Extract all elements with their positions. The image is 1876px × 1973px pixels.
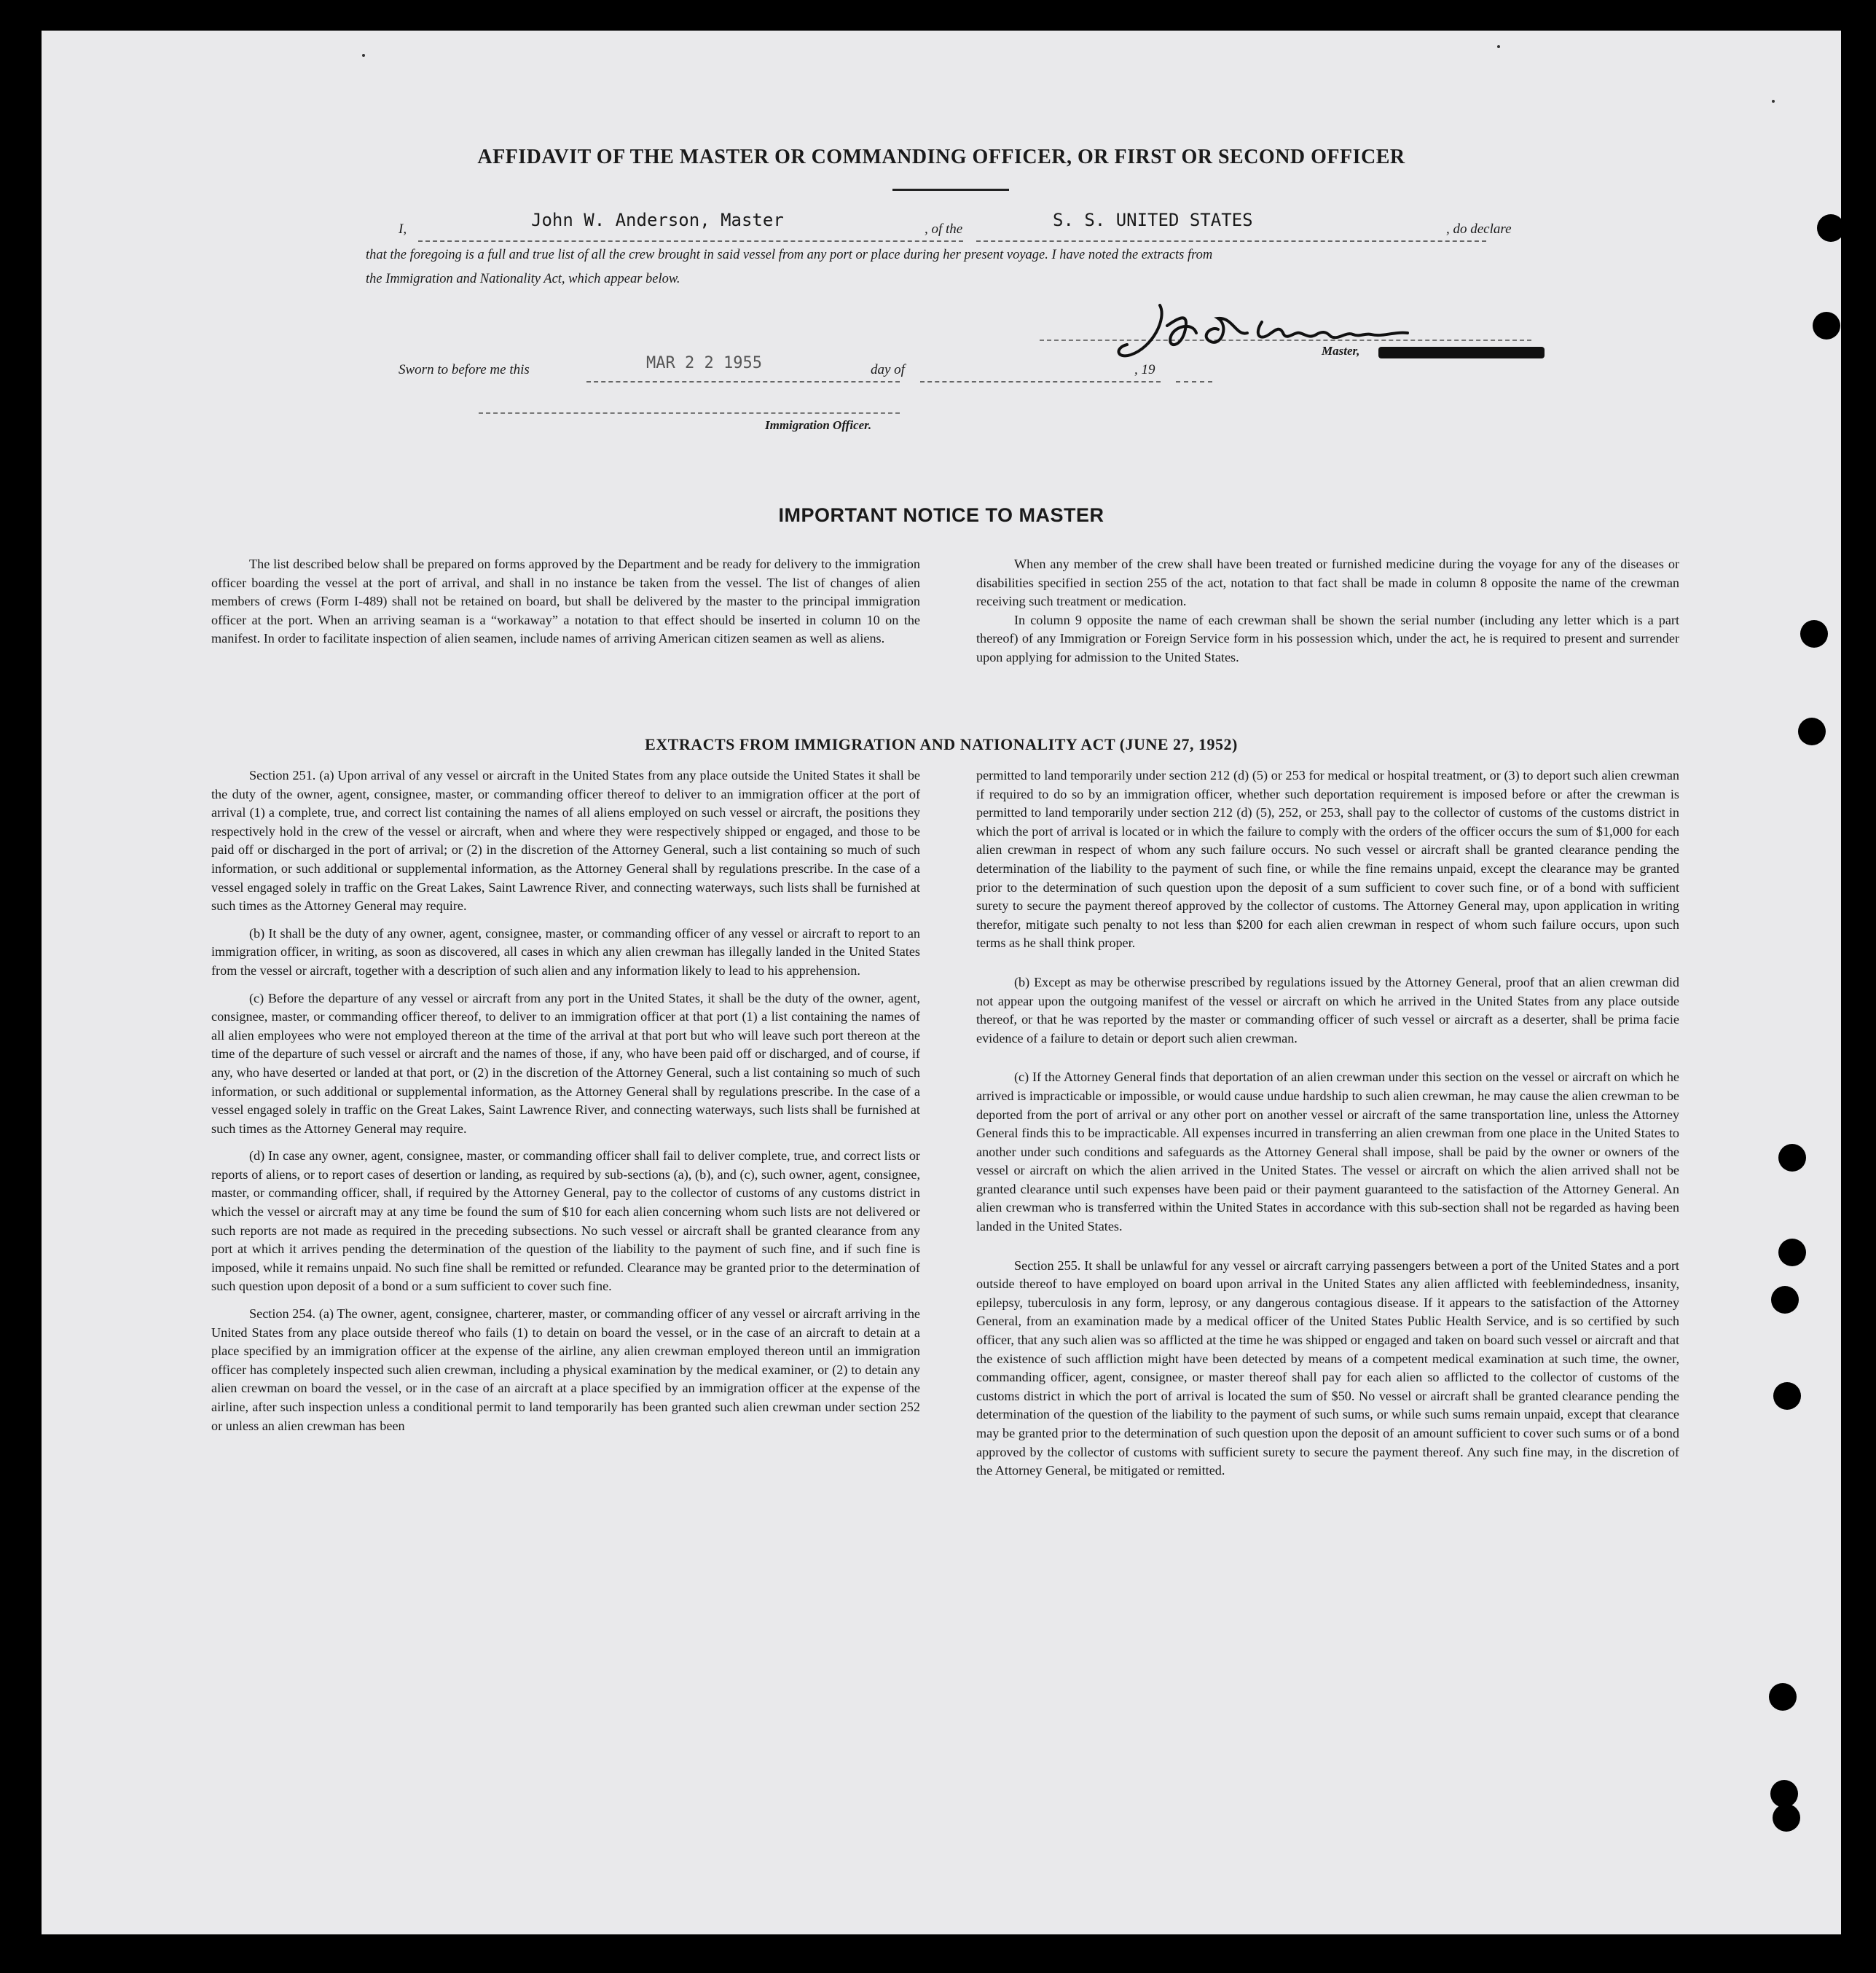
notice-title: IMPORTANT NOTICE TO MASTER (778, 504, 1104, 526)
do-declare-label: , do declare (1446, 221, 1512, 237)
section-251-b: (b) It shall be the duty of any owner, agent, consignee, master, or commanding officer of any vessel or aircraft to report to an immigration officer, in writing, as soon as discovered, all cases in which any alien crewman has illegally landed in the United States from the vessel or aircraft, together with a description of such alien and any information likely to lead to his apprehension. (211, 925, 920, 978)
section-254-a-continued: permitted to land temporarily under section 212 (d) (5) or 253 for medical or hospital treatment, or (3) to deport such alien crewman if required to do so by an immigration officer, whether such deportation requirement is imposed before or after the crewman is permitted to land temporarily under section 212 (d) (5), 252, or 253, shall pay to the collector of customs of the customs district in which the port of arrival is located or in which the failure to comply with the orders of the officer occurs the sum of $1,000 for each alien crewman in respect of whom any such failure occurs. No such vessel or aircraft shall be granted clearance pending the determination of the liability to the payment of such fine, or while the fine remains unpaid, except the clearance may be granted prior to the determination of such question upon the deposit of a sum sufficient to cover such fine, or of a bond with sufficient surety to secure the payment thereof approved by the collector of customs. The Attorney General may, upon application in writing therefor, mitigate such penalty to not less than $200 for each alien crewman in respect of whom such failure occurs, upon such terms as he shall think proper. (976, 768, 1679, 951)
title-rule (892, 189, 1009, 191)
extracts-left-column (211, 766, 920, 1444)
document-page (42, 31, 1841, 1934)
punch-hole (1773, 1804, 1800, 1832)
notice-left-column (211, 555, 920, 657)
notice-right-paragraph-1: When any member of the crew shall have been treated or furnished medicine during the voyage for any of the diseases or disabilities specified in section 255 of the act, notation to that fact shall be made in column 8 opposite the name of the crewman receiving such treatment or medication. (976, 557, 1679, 609)
affidavit-title: AFFIDAVIT OF THE MASTER OR COMMANDING OFFICER, OR FIRST OR SECOND OFFICER (477, 146, 1405, 168)
speck (362, 54, 365, 57)
punch-hole (1769, 1683, 1797, 1711)
punch-hole (1778, 1144, 1806, 1172)
punch-hole (1773, 1382, 1801, 1410)
punch-hole (1800, 620, 1828, 648)
vessel-name: S. S. UNITED STATES (1053, 210, 1253, 230)
year-label: , 19 (1134, 362, 1155, 377)
section-254-b: (b) Except as may be otherwise prescribed by regulations issued by the Attorney General, proof that an alien crewman did not appear upon the outgoing manifest of the vessel or aircraft on which he arrived in the United States from any place outside thereof, or that he was reported by the master or commanding officer of such vessel or aircraft as a deserter, shall be prima facie evidence of a failure to detain or deport such alien crewman. (976, 974, 1679, 1046)
punch-hole (1778, 1239, 1806, 1266)
section-251-a: Section 251. (a) Upon arrival of any vessel or aircraft in the United States from any place outside the United States it shall be the duty of the owner, agent, consignee, master, or commanding officer thereof to deliver to an immigration officer at the port of arrival (1) a complete, true, and correct list containing the names of all aliens employed on such vessel or aircraft, the positions they respectively hold in the crew of the vessel or aircraft, when and where they were respectively shipped or engaged, and those to be paid off or discharged in the port of arrival; or (2) in the discretion of the Attorney General, such a list containing so much of such information, or such additional or supplemental information, as the Attorney General shall by regulations prescribe. In the case of a vessel engaged solely in traffic on the Great Lakes, Saint Lawrence River, and connecting waterways, such lists shall be furnished at such times as the Attorney General may require. (211, 768, 920, 914)
speck (1497, 45, 1500, 48)
year-field (1176, 362, 1212, 383)
declaration-line-2: the Immigration and Nationality Act, which appear below. (366, 272, 680, 286)
month-field (920, 362, 1161, 383)
declaration-line-1: that the foregoing is a full and true list of all the crew brought in said vessel from any port or place during her present voyage. I have noted the extracts from (366, 248, 1213, 262)
punch-hole (1813, 312, 1840, 340)
extracts-right-column (976, 766, 1679, 1489)
master-label: Master, (1322, 344, 1360, 358)
extracts-title: EXTRACTS FROM IMMIGRATION AND NATIONALITY ACT (JUNE 27, 1952) (645, 735, 1238, 753)
sworn-date-stamp: MAR 2 2 1955 (646, 354, 762, 372)
punch-hole (1798, 718, 1826, 745)
section-255: Section 255. It shall be unlawful for any vessel or aircraft carrying passengers between a port of the United States and a port outside thereof to have employed on board upon arrival in the United States any alien afflicted with feeblemindedness, insanity, epilepsy, tuberculosis in any form, leprosy, or any dangerous contagious disease. If it appears to the satisfaction of the Attorney General, from an examination made by a medical officer of the United States Public Health Service, and is so certified by such officer, that any such alien was so afflicted at the time he was shipped or engaged and taken on board such vessel or aircraft and that the existence of such affliction might have been detected by means of a competent medical examination at such time, the owner, commanding officer, agent, consignee, or master thereof shall pay for each alien so afflicted to the collector of customs of the customs district in which the port of arrival is located the sum of $50. No vessel or aircraft shall be granted clearance pending the determination of the question of the liability to the payment of such sums, or while such sums remain unpaid, except that clearance may be granted prior to the determination of such question upon the deposit of an amount sufficient to cover such sums or of a bond approved by the collector of customs with sufficient surety to secure the payment thereof. Any such fine may, in the discretion of the Attorney General, be mitigated or remitted. (976, 1258, 1679, 1478)
notice-right-paragraph-2: In column 9 opposite the name of each crewman shall be shown the serial number (including any letter which is a part thereof) of any Immigration or Foreign Service form in his possession which, under the act, he is required to present and surrender upon applying for admission to the United States. (976, 612, 1679, 664)
i-label: I, (399, 221, 407, 237)
immigration-officer-label: Immigration Officer. (765, 418, 872, 432)
notice-right-column (976, 555, 1679, 676)
sworn-label: Sworn to before me this (399, 362, 530, 377)
speck (1772, 100, 1775, 103)
section-251-c: (c) Before the departure of any vessel or aircraft from any port in the United States, it shall be the duty of the owner, agent, consignee, master, or commanding officer thereof, to deliver to an immigration officer at that port (1) a list containing the names of all alien employees who were not employed thereon at the time of the arrival at that port but who will leave such port thereon at the time of the departure of such vessel or aircraft and the names of those, if any, who have been paid off or discharged, and of course, if any, who have deserted or landed at that port, or (2) in the discretion of the Attorney General, such a list containing so much of such information, or such additional or supplemental information, as the Attorney General shall by regulations prescribe. In the case of a vessel engaged solely in traffic on the Great Lakes, Saint Lawrence River, and connecting waterways, such lists shall be furnished at such times as the Attorney General may require. (211, 990, 920, 1136)
section-254-c: (c) If the Attorney General finds that deportation of an alien crewman under this section on the vessel or aircraft on which he arrived is impracticable or impossible, or would cause undue hardship to such alien crewman, he may cause the alien crewman to be deported from the port of arrival or any other port on another vessel or aircraft of the same transportation line, unless the Attorney General finds this to be impracticable. All expenses incurred in transferring an alien crewman from one place in the United States to another under such conditions and safeguards as the Attorney General shall impose, shall be paid by the owner or owners of the vessel or aircraft on which the alien arrived in the United States. The vessel or aircraft on which the alien arrived shall not be granted clearance until such expenses have been paid or their payment guaranteed to the satisfaction of the Attorney General. An alien crewman who is transferred within the United States in accordance with this sub-section shall not be regarded as having been landed in the United States. (976, 1070, 1679, 1234)
punch-hole (1771, 1286, 1799, 1314)
redacted-title (1378, 347, 1545, 358)
section-254-a: Section 254. (a) The owner, agent, consignee, charterer, master, or commanding officer of any vessel or aircraft arriving in the United States from any place outside thereof who fails (1) to detain on board the vessel, or in the case of an aircraft to detain at a place specified by an immigration officer at the expense of the airline, any alien crewman employed thereon until an immigration officer has completely inspected such alien crewman, including a physical examination by the medical examiner, or (2) to detain any alien crewman on board the vessel, or in the case of an aircraft at a place specified by an immigration officer at the expense of the airline, after such inspection unless a conditional permit to land temporarily has been granted such alien crewman under section 252 or unless an alien crewman has been (211, 1306, 920, 1433)
declarant-name: John W. Anderson, Master (531, 210, 784, 230)
notice-left-paragraph: The list described below shall be prepared on forms approved by the Department and be ready for delivery to the immigration officer boarding the vessel at the port of arrival, and shall in no instance be taken from the vessel. The list of changes of alien members of crews (Form I-489) shall not be retained on board, but shall be delivered by the master to the principal immigration officer at the port. When an arriving seaman is a “workaway” a notation to that effect should be inserted in column 10 on the manifest. In order to facilitate inspection of alien seamen, include names of arriving American citizen seamen as well as aliens. (211, 557, 920, 646)
punch-hole (1817, 214, 1845, 242)
immigration-officer-line (479, 409, 900, 414)
section-251-d: (d) In case any owner, agent, consignee, master, or commanding officer shall fail to deliver complete, true, and correct lists or reports of aliens, or to report cases of desertion or landing, as required by sub-sections (a), (b), and (c), such owner, agent, consignee, master, or commanding officer, shall, if required by the Attorney General, pay to the collector of customs of any customs district in which the vessel or aircraft may at any time be found the sum of $10 for each alien concerning whom such lists are not delivered or such reports are not made as required in the preceding subsections. No such vessel or aircraft shall be granted clearance from any port at which it arrives pending the determination of the question of the liability to the payment of such fine, and if such fine is imposed, while it remains unpaid. No such fine shall be remitted or refunded. Clearance may be granted prior to the determination of such question upon deposit of a bond or a sum sufficient to cover such fine. (211, 1148, 920, 1294)
of-the-label: , of the (925, 221, 963, 237)
day-of-label: day of (871, 362, 905, 377)
